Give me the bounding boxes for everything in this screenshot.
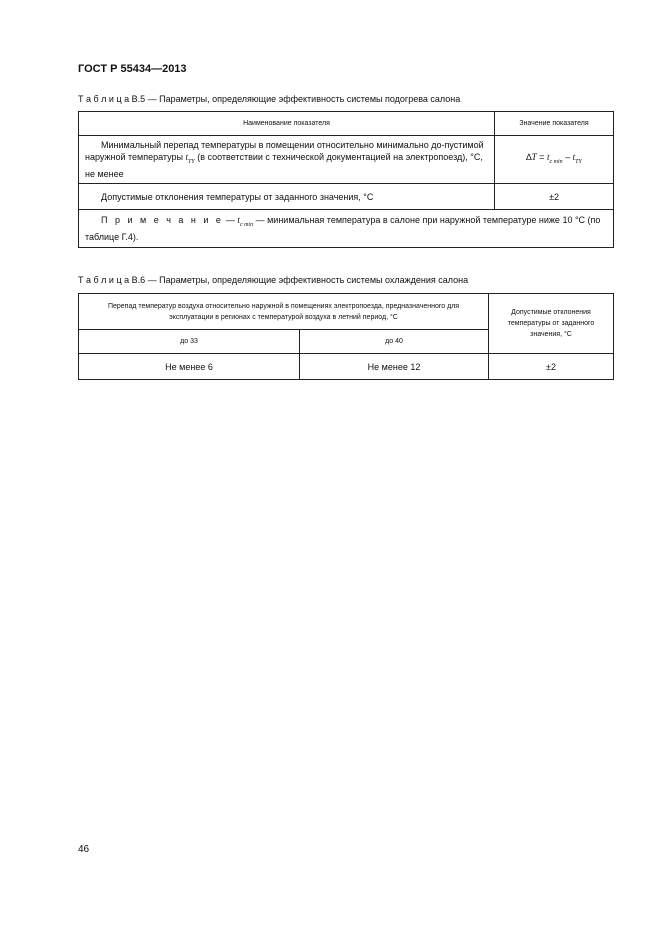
table-b5-row2-label	[79, 184, 495, 210]
caption-prefix: Т а б л и ц а	[78, 275, 130, 285]
table-b5-row1-value	[495, 136, 614, 184]
table-b6-header-tolerance: Допустимые отклонения температуры от заданного значения, °С	[489, 294, 614, 354]
table-b6-value-tolerance: ±2	[489, 354, 614, 380]
table-b5-row2-value: ±2	[495, 184, 614, 210]
table-b6-subheader-40: до 40	[300, 330, 489, 354]
formula-t2: t	[572, 152, 576, 163]
document-header: ГОСТ Р 55434—2013	[78, 63, 187, 75]
table-b6-caption	[78, 275, 468, 285]
note-var-sub: c min	[239, 221, 254, 228]
formula-t: t	[546, 152, 550, 163]
table-b5	[78, 111, 614, 248]
table-b6-header-main: Перепад температур воздуха относительно наружной в помещениях электропоезда, предназначенного для эксплуатации в регионах с температурой воздуха в летний период, °С	[79, 294, 489, 330]
note-text: — минимальная температура в салоне при наружной температуре ниже 10 °С (по таблице Г.4).	[85, 215, 601, 242]
formula-eq: =	[536, 152, 547, 163]
note-var: t	[237, 215, 240, 226]
formula-T: T	[531, 152, 537, 163]
table-b5-row1-label	[79, 136, 495, 184]
table-b6-value-40: Не менее 12	[300, 354, 489, 380]
table-b5-caption	[78, 94, 460, 104]
row1-var: t	[185, 152, 189, 163]
note-dash: —	[223, 215, 238, 226]
note-label: П р и м е ч а н и е	[101, 215, 224, 226]
formula-delta: ∆	[526, 152, 532, 163]
caption-number: В.6	[131, 275, 146, 285]
row1-text-before: Минимальный перепад температуры в помещении относительно минимально до-пустимой наружной температуры	[85, 140, 484, 163]
table-b6	[78, 293, 614, 380]
formula-sub2: TY	[575, 158, 582, 165]
row1-text-after: (в соответствии с технической документацией на электропоезд), °С, не менее	[85, 152, 483, 179]
formula-minus: –	[562, 152, 573, 163]
formula-sub1: c min	[549, 158, 563, 165]
caption-number: В.5	[131, 94, 146, 104]
row1-var-sub: TY	[188, 158, 195, 165]
row2-label-text: Допустимые отклонения температуры от заданного значения, °С	[101, 191, 374, 202]
table-b6-value-33: Не менее 6	[79, 354, 300, 380]
table-b5-header-value: Значение показателя	[495, 112, 614, 136]
caption-text: — Параметры, определяющие эффективность системы подогрева салона	[147, 94, 461, 104]
table-b6-subheader-33: до 33	[79, 330, 300, 354]
caption-text: — Параметры, определяющие эффективность системы охлаждения салона	[147, 275, 469, 285]
page-number: 46	[78, 844, 90, 855]
table-b5-header-name: Наименование показателя	[79, 112, 495, 136]
caption-prefix: Т а б л и ц а	[78, 94, 130, 104]
table-b5-note	[79, 210, 614, 248]
